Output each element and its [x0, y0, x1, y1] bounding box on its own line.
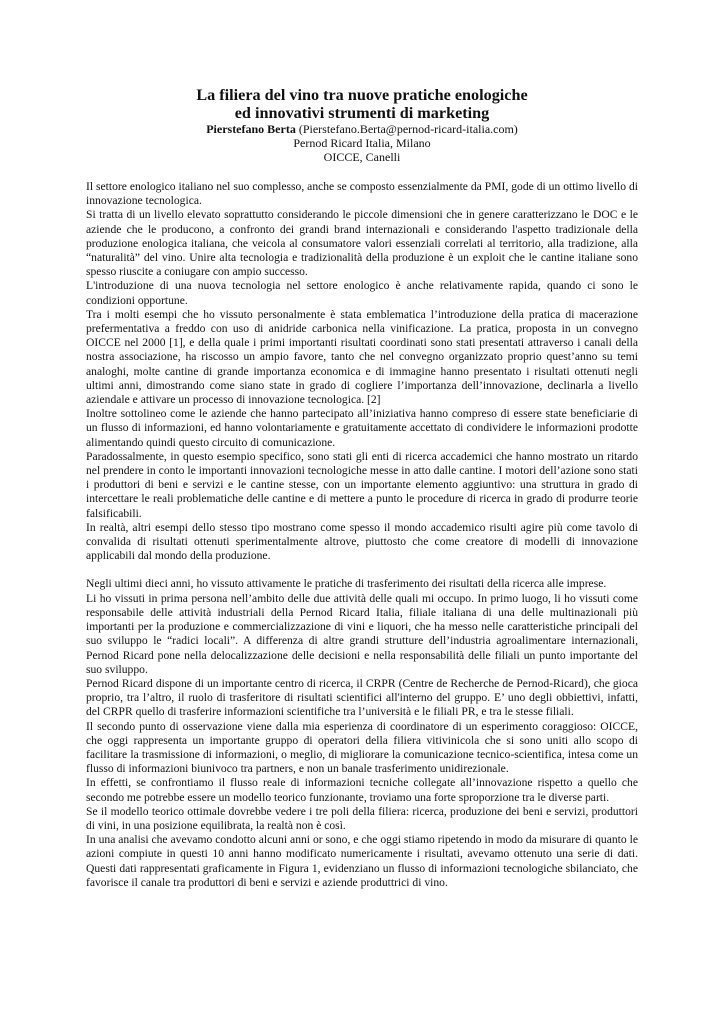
- paragraph-11: Il secondo punto di osservazione viene dalla mia esperienza di coordinatore di un esperimento coraggioso: OICCE, che oggi rappresenta un importante gruppo di operatori della filiera vitivinicola che si sono uniti allo scopo di facilitare la trasmissione di informazioni, o meglio, di migliorare la comunicazione tecnico-scientifica, intesa come un flusso di informazioni biunivoco tra partners, e non un banale trasferimento unidirezionale.: [86, 719, 638, 776]
- paper-body: [86, 180, 638, 890]
- paragraph-10: Pernod Ricard dispone di un importante centro di ricerca, il CRPR (Centre de Recherche de Pernod-Ricard), che gioca proprio, tra l’altro, il ruolo di trasferitore di risultati scientifici all'interno del gruppo. E’ uno degli obbiettivi, infatti, del CRPR quello di trasferire informazioni scientifiche tra l’università e le filiali PR, e tra le stesse filiali.: [86, 676, 638, 719]
- affiliation-line-1: Pernod Ricard Italia, Milano: [293, 136, 431, 151]
- paragraph-12: In effetti, se confrontiamo il flusso reale di informazioni tecniche collegate all’innovazione rispetto a quello che secondo me potrebbe essere un modello teorico funzionante, troviamo una forte sproporzione tra le diverse parti.: [86, 776, 638, 804]
- paper-header: [86, 86, 638, 165]
- paper-title-line-1: La filiera del vino tra nuove pratiche enologiche: [196, 86, 528, 104]
- paragraph-1: Il settore enologico italiano nel suo complesso, anche se composto essenzialmente da PMI, gode di un ottimo livello di innovazione tecnologica.: [86, 180, 638, 208]
- paper-title-line-2: ed innovativi strumenti di marketing: [234, 104, 490, 122]
- author-name: Pierstefano Berta: [206, 122, 296, 136]
- paragraph-13: Se il modello teorico ottimale dovrebbe vedere i tre poli della filiera: ricerca, produzione dei beni e servizi, produttori di vini, in una posizione equilibrata, la realtà non è così.: [86, 804, 638, 832]
- paragraph-7: In realtà, altri esempi dello stesso tipo mostrano come spesso il mondo accademico risulti agire più come tavolo di convalida di risultati ottenuti sperimentalmente altrove, piuttosto che come creatore di modelli di innovazione applicabili dal mondo della produzione.: [86, 520, 638, 563]
- paragraph-gap: [86, 563, 638, 577]
- author-email: (Pierstefano.Berta@pernod-ricard-italia.com): [298, 122, 518, 136]
- paragraph-5: Inoltre sottolineo come le aziende che hanno partecipato all’iniziativa hanno compreso di essere state beneficiarie di un flusso di informazioni, ed hanno volontariamente e gratuitamente accettato di condividere le informazioni prodotte alimentando quindi questo circuito di comunicazione.: [86, 407, 638, 449]
- paragraph-4: Tra i molti esempi che ho vissuto personalmente è stata emblematica l’introduzione della pratica di macerazione prefermentativa a freddo con uso di anidride carbonica nella vinificazione. La pratica, proposta in un convegno OICCE nel 2000 [1], e della quale i primi importanti risultati coordinati sono stati presentati attraverso i canali della nostra associazione, ha riscosso un ampio favore, tanto che nel convegno organizzato proprio quest’anno su temi analoghi, molte cantine di grande importanza economica e di immagine hanno presentato i risultati ottenuti negli ultimi anni, dimostrando come siano state in grado di cogliere l’importanza dell’innovazione, declinarla a livello aziendale e attivare un processo di innovazione tecnologica. [2]: [86, 307, 638, 407]
- paragraph-3: L'introduzione di una nuova tecnologia nel settore enologico è anche relativamente rapida, quando ci sono le condizioni opportune.: [86, 279, 638, 307]
- paragraph-6: Paradossalmente, in questo esempio specifico, sono stati gli enti di ricerca accademici che hanno mostrato un ritardo nel prendere in conto le importanti innovazioni tecnologiche messe in atto dalle cantine. I motori dell’azione sono stati i produttori di beni e servizi e le cantine stesse, con un importante elemento aggiuntivo: una struttura in grado di intercettare le reali problematiche delle cantine e di mettere a punto le procedure di ricerca in grado di produrre teorie falsificabili.: [86, 449, 638, 520]
- paragraph-14: In una analisi che avevamo condotto alcuni anni or sono, e che oggi stiamo ripetendo in modo da misurare di quanto le azioni compiute in questi 10 anni hanno modificato numericamente i risultati, avevamo ottenuto una serie di dati. Questi dati rappresentati graficamente in Figura 1, evidenziano un flusso di informazioni tecnologiche sbilanciato, che favorisce il canale tra produttori di beni e servizi e aziende produttrici di vino.: [86, 833, 638, 889]
- paragraph-8: Negli ultimi dieci anni, ho vissuto attivamente le pratiche di trasferimento dei risultati della ricerca alle imprese.: [86, 577, 607, 591]
- paragraph-2: Si tratta di un livello elevato soprattutto considerando le piccole dimensioni che in genere caratterizzano le DOC e le aziende che le producono, a confronto dei grandi brand internazionali e considerando l'aspetto tradizionale della produzione enologica italiana, che veicola al consumatore valori essenziali correlati al territorio, alla tradizione, alla “naturalità” del vino. Unire alta tecnologia e tradizionalità della produzione è un exploit che le cantine italiane sono spesso riuscite a coniugare con ampio successo.: [86, 208, 638, 279]
- affiliation-line-2: OICCE, Canelli: [323, 150, 401, 165]
- author-line: [86, 122, 638, 136]
- paragraph-9: Li ho vissuti in prima persona nell’ambito delle due attività delle quali mi occupo. In primo luogo, li ho vissuti come responsabile delle attività industriali della Pernod Ricard Italia, filiale italiana di una delle multinazionali più importanti per la produzione e commercializzazione di vini e liquori, che ha messo nelle caratteristiche principali del suo sviluppo le “radici locali”. A differenza di altre grandi strutture dell’industria agroalimentare internazionali, Pernod Ricard pone nella delocalizzazione delle decisioni e nella responsabilità delle filiali un punto importante del suo sviluppo.: [86, 591, 638, 676]
